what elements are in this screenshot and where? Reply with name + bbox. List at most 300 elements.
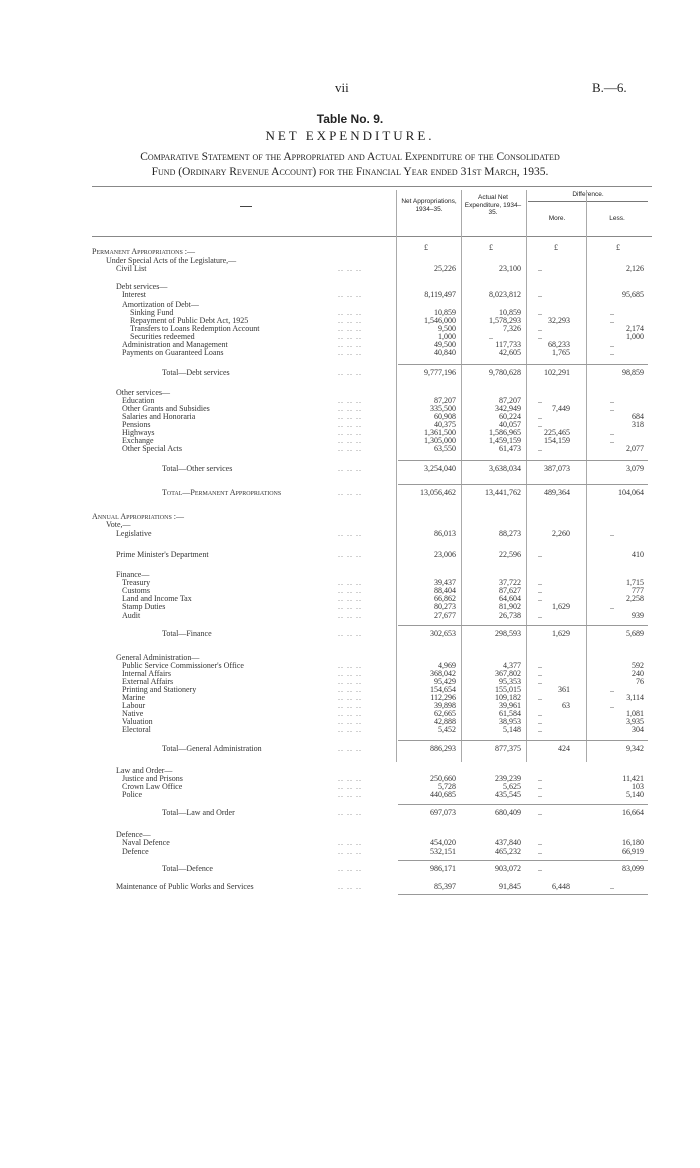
difference-less-cell: 1,000 bbox=[626, 332, 644, 341]
difference-more-cell: 1,765 bbox=[552, 348, 570, 357]
leader-dots: .. .. .. bbox=[338, 436, 362, 445]
leader-dots: .. .. .. bbox=[338, 308, 362, 317]
row-label: Valuation bbox=[122, 717, 153, 726]
leader-dots: .. .. .. bbox=[338, 611, 362, 620]
col-difference: Difference. bbox=[572, 191, 604, 198]
leader-dots: .. .. .. bbox=[338, 586, 362, 595]
actual-expenditure-cell: 437,840 bbox=[495, 838, 521, 847]
actual-expenditure-cell: 81,902 bbox=[499, 602, 521, 611]
actual-expenditure-cell: 367,802 bbox=[495, 669, 521, 678]
row-label: Total—Debt services bbox=[162, 368, 230, 377]
difference-less-cell: 240 bbox=[632, 669, 644, 678]
difference-more-cell: .. bbox=[538, 396, 542, 405]
row-label: Electoral bbox=[122, 725, 151, 734]
difference-less-cell: 2,174 bbox=[626, 324, 644, 333]
difference-more-cell: .. bbox=[538, 693, 542, 702]
row-label: Other Special Acts bbox=[122, 444, 182, 453]
difference-less-cell: .. bbox=[610, 436, 614, 445]
actual-expenditure-cell: 155,015 bbox=[495, 685, 521, 694]
table-row bbox=[0, 444, 700, 453]
difference-less-cell: 939 bbox=[632, 611, 644, 620]
page-number: vii bbox=[335, 80, 349, 95]
net-appropriation-cell: 13,056,462 bbox=[420, 488, 456, 497]
actual-expenditure-cell: 680,409 bbox=[495, 808, 521, 817]
table-row bbox=[0, 550, 700, 559]
table-row bbox=[0, 264, 700, 273]
row-label: Total—Defence bbox=[162, 864, 213, 873]
difference-less-cell: 318 bbox=[632, 420, 644, 429]
difference-more-cell: .. bbox=[538, 847, 542, 856]
net-appropriation-cell: 27,677 bbox=[434, 611, 456, 620]
row-label: Internal Affairs bbox=[122, 669, 171, 678]
difference-more-cell: .. bbox=[538, 332, 542, 341]
row-label: Permanent Appropriations :— bbox=[92, 247, 196, 256]
difference-less-cell: 1,715 bbox=[626, 578, 644, 587]
row-label: Civil List bbox=[116, 264, 147, 273]
row-label: Transfers to Loans Redemption Account bbox=[130, 324, 260, 333]
actual-expenditure-cell: 23,100 bbox=[499, 264, 521, 273]
net-appropriation-cell: 250,660 bbox=[430, 774, 456, 783]
difference-more-cell: .. bbox=[538, 586, 542, 595]
actual-expenditure-cell: 1,578,293 bbox=[489, 316, 521, 325]
actual-expenditure-cell: 64,604 bbox=[499, 594, 521, 603]
table-row bbox=[0, 847, 700, 856]
actual-expenditure-cell: 61,473 bbox=[499, 444, 521, 453]
difference-more-cell: 154,159 bbox=[544, 436, 570, 445]
net-appropriation-cell: 23,006 bbox=[434, 550, 456, 559]
actual-expenditure-cell: 239,239 bbox=[495, 774, 521, 783]
difference-less-cell: 5,689 bbox=[626, 629, 644, 638]
difference-less-cell: 410 bbox=[632, 550, 644, 559]
row-label: Native bbox=[122, 709, 144, 718]
total-rule bbox=[398, 860, 648, 861]
row-label: Printing and Stationery bbox=[122, 685, 197, 694]
actual-expenditure-cell: 9,780,628 bbox=[489, 368, 521, 377]
table-subtitle bbox=[40, 150, 660, 180]
row-label: Maintenance of Public Works and Services bbox=[116, 882, 254, 891]
document-reference: B.—6. bbox=[592, 80, 627, 95]
row-label: Education bbox=[122, 396, 155, 405]
leader-dots: .. .. .. bbox=[338, 744, 362, 753]
actual-expenditure-cell: 5,148 bbox=[503, 725, 521, 734]
net-appropriation-cell: 5,728 bbox=[438, 782, 456, 791]
top-rule bbox=[92, 186, 652, 187]
difference-more-cell: .. bbox=[538, 669, 542, 678]
net-appropriation-cell: 440,685 bbox=[430, 790, 456, 799]
leader-dots: .. .. .. bbox=[338, 412, 362, 421]
difference-more-cell: .. bbox=[538, 290, 542, 299]
difference-less-cell: .. bbox=[610, 308, 614, 317]
actual-expenditure-cell: 13,441,762 bbox=[485, 488, 521, 497]
row-label: Administration and Management bbox=[122, 340, 228, 349]
difference-less-cell: .. bbox=[610, 316, 614, 325]
total-rule bbox=[398, 460, 648, 461]
currency-2: £ bbox=[489, 243, 493, 252]
difference-more-cell: .. bbox=[538, 808, 542, 817]
difference-more-cell: 63 bbox=[562, 701, 570, 710]
net-appropriation-cell: 9,500 bbox=[438, 324, 456, 333]
leader-dots: .. .. .. bbox=[338, 324, 362, 333]
row-label: Amortization of Debt— bbox=[122, 300, 199, 309]
leader-dots: .. .. .. bbox=[338, 808, 362, 817]
row-label: Other services— bbox=[116, 388, 170, 397]
difference-more-cell: .. bbox=[538, 864, 542, 873]
leader-dots: .. .. .. bbox=[338, 790, 362, 799]
difference-more-cell: 68,233 bbox=[548, 340, 570, 349]
leader-dots: .. .. .. bbox=[338, 594, 362, 603]
row-label: Public Service Commissioner's Office bbox=[122, 661, 244, 670]
difference-less-cell: .. bbox=[610, 701, 614, 710]
difference-less-cell: 11,421 bbox=[622, 774, 644, 783]
net-appropriation-cell: 88,404 bbox=[434, 586, 456, 595]
difference-less-cell: 66,919 bbox=[622, 847, 644, 856]
difference-less-cell: 304 bbox=[632, 725, 644, 734]
net-appropriation-cell: 1,361,500 bbox=[424, 428, 456, 437]
header-dash bbox=[240, 206, 252, 207]
row-label: Vote,— bbox=[106, 520, 131, 529]
difference-less-cell: 3,935 bbox=[626, 717, 644, 726]
actual-expenditure-cell: 91,845 bbox=[499, 882, 521, 891]
difference-more-cell: .. bbox=[538, 420, 542, 429]
row-label: Total—Law and Order bbox=[162, 808, 235, 817]
leader-dots: .. .. .. bbox=[338, 685, 362, 694]
difference-more-cell: 1,629 bbox=[552, 602, 570, 611]
table-total-row bbox=[0, 368, 700, 377]
net-appropriation-cell: 8,119,497 bbox=[424, 290, 456, 299]
net-appropriation-cell: 60,908 bbox=[434, 412, 456, 421]
row-label: Total—Other services bbox=[162, 464, 233, 473]
difference-more-cell: .. bbox=[538, 717, 542, 726]
difference-more-cell: 424 bbox=[558, 744, 570, 753]
leader-dots: .. .. .. bbox=[338, 717, 362, 726]
leader-dots: .. .. .. bbox=[338, 669, 362, 678]
leader-dots: .. .. .. bbox=[338, 602, 362, 611]
actual-expenditure-cell: 903,072 bbox=[495, 864, 521, 873]
difference-less-cell: 5,140 bbox=[626, 790, 644, 799]
net-appropriation-cell: 87,207 bbox=[434, 396, 456, 405]
table-row bbox=[0, 348, 700, 357]
difference-less-cell: 16,180 bbox=[622, 838, 644, 847]
net-appropriation-cell: 40,375 bbox=[434, 420, 456, 429]
table-row bbox=[0, 882, 700, 891]
table-total-row bbox=[0, 629, 700, 638]
difference-more-cell: .. bbox=[538, 677, 542, 686]
row-label: Total—Finance bbox=[162, 629, 212, 638]
net-appropriation-cell: 454,020 bbox=[430, 838, 456, 847]
actual-expenditure-cell: 61,584 bbox=[499, 709, 521, 718]
actual-expenditure-cell: 117,733 bbox=[495, 340, 521, 349]
row-label: Justice and Prisons bbox=[122, 774, 183, 783]
difference-less-cell: 1,081 bbox=[626, 709, 644, 718]
actual-expenditure-cell: 26,738 bbox=[499, 611, 521, 620]
leader-dots: .. .. .. bbox=[338, 420, 362, 429]
difference-less-cell: 95,685 bbox=[622, 290, 644, 299]
table-total-row bbox=[0, 744, 700, 753]
table-row bbox=[0, 290, 700, 299]
actual-expenditure-cell: 8,023,812 bbox=[489, 290, 521, 299]
leader-dots: .. .. .. bbox=[338, 404, 362, 413]
difference-more-cell: 387,073 bbox=[544, 464, 570, 473]
leader-dots: .. .. .. bbox=[338, 782, 362, 791]
leader-dots: .. .. .. bbox=[338, 882, 362, 891]
net-appropriation-cell: 63,550 bbox=[434, 444, 456, 453]
subtitle-line-1: Comparative Statement of the Appropriated and Actual Expenditure of the Consolidated bbox=[140, 151, 560, 163]
difference-less-cell: .. bbox=[610, 340, 614, 349]
table-total-row bbox=[0, 488, 700, 497]
row-label: Stamp Duties bbox=[122, 602, 166, 611]
difference-less-cell: .. bbox=[610, 396, 614, 405]
row-label: Finance— bbox=[116, 570, 150, 579]
actual-expenditure-cell: 5,625 bbox=[503, 782, 521, 791]
leader-dots: .. .. .. bbox=[338, 290, 362, 299]
row-label: Police bbox=[122, 790, 142, 799]
difference-more-cell: .. bbox=[538, 661, 542, 670]
row-label: Sinking Fund bbox=[130, 308, 174, 317]
difference-less-cell: .. bbox=[610, 428, 614, 437]
actual-expenditure-cell: 87,207 bbox=[499, 396, 521, 405]
table-row bbox=[0, 611, 700, 620]
column-header bbox=[0, 188, 700, 238]
row-label: Exchange bbox=[122, 436, 154, 445]
actual-expenditure-cell: .. bbox=[489, 332, 493, 341]
actual-expenditure-cell: 435,545 bbox=[495, 790, 521, 799]
row-label: Under Special Acts of the Legislature,— bbox=[106, 256, 237, 265]
currency-1: £ bbox=[424, 243, 428, 252]
total-rule bbox=[398, 364, 648, 365]
difference-more-cell: .. bbox=[538, 782, 542, 791]
difference-less-cell: 104,064 bbox=[618, 488, 644, 497]
net-appropriation-cell: 66,862 bbox=[434, 594, 456, 603]
leader-dots: .. .. .. bbox=[338, 444, 362, 453]
difference-more-cell: 7,449 bbox=[552, 404, 570, 413]
row-label: Customs bbox=[122, 586, 151, 595]
net-appropriation-cell: 25,226 bbox=[434, 264, 456, 273]
actual-expenditure-cell: 60,224 bbox=[499, 412, 521, 421]
net-appropriation-cell: 886,293 bbox=[430, 744, 456, 753]
difference-less-cell: 16,664 bbox=[622, 808, 644, 817]
difference-more-cell: 2,260 bbox=[552, 529, 570, 538]
row-label: Total—Permanent Appropriations bbox=[162, 488, 282, 497]
bottom-rule bbox=[398, 894, 648, 895]
col-less: Less. bbox=[609, 215, 625, 222]
header-rule bbox=[92, 236, 652, 237]
leader-dots: .. .. .. bbox=[338, 629, 362, 638]
difference-less-cell: .. bbox=[610, 685, 614, 694]
difference-less-cell: 2,258 bbox=[626, 594, 644, 603]
row-label: Legislative bbox=[116, 529, 152, 538]
leader-dots: .. .. .. bbox=[338, 578, 362, 587]
net-appropriation-cell: 1,546,000 bbox=[424, 316, 456, 325]
table-total-row bbox=[0, 808, 700, 817]
table-title: NET EXPENDITURE. bbox=[265, 128, 435, 143]
currency-3: £ bbox=[554, 243, 558, 252]
difference-less-cell: 9,342 bbox=[626, 744, 644, 753]
table-number: Table No. 9. bbox=[316, 112, 384, 126]
net-appropriation-cell: 1,000 bbox=[438, 332, 456, 341]
leader-dots: .. .. .. bbox=[338, 368, 362, 377]
net-appropriation-cell: 80,273 bbox=[434, 602, 456, 611]
actual-expenditure-cell: 38,953 bbox=[499, 717, 521, 726]
actual-expenditure-cell: 95,353 bbox=[499, 677, 521, 686]
leader-dots: .. .. .. bbox=[338, 464, 362, 473]
net-appropriation-cell: 302,653 bbox=[430, 629, 456, 638]
net-appropriation-cell: 112,296 bbox=[430, 693, 456, 702]
table-row bbox=[0, 247, 700, 256]
net-appropriation-cell: 39,898 bbox=[434, 701, 456, 710]
col-more: More. bbox=[548, 215, 566, 222]
table-total-row bbox=[0, 464, 700, 473]
subtitle-line-2: Fund (Ordinary Revenue Account) for the Financial Year ended 31st March, 1935. bbox=[151, 166, 549, 178]
leader-dots: .. .. .. bbox=[338, 340, 362, 349]
net-appropriation-cell: 10,859 bbox=[434, 308, 456, 317]
row-label: Treasury bbox=[122, 578, 151, 587]
row-label: Naval Defence bbox=[122, 838, 170, 847]
table-row bbox=[0, 838, 700, 847]
actual-expenditure-cell: 42,605 bbox=[499, 348, 521, 357]
row-label: Marine bbox=[122, 693, 146, 702]
net-appropriation-cell: 5,452 bbox=[438, 725, 456, 734]
currency-4: £ bbox=[616, 243, 620, 252]
row-label: Securities redeemed bbox=[130, 332, 195, 341]
net-appropriation-cell: 85,397 bbox=[434, 882, 456, 891]
difference-more-cell: .. bbox=[538, 838, 542, 847]
difference-more-cell: 489,364 bbox=[544, 488, 570, 497]
net-appropriation-cell: 95,429 bbox=[434, 677, 456, 686]
row-label: Debt services— bbox=[116, 282, 168, 291]
difference-more-cell: .. bbox=[538, 324, 542, 333]
difference-more-cell: .. bbox=[538, 790, 542, 799]
row-label: Repayment of Public Debt Act, 1925 bbox=[130, 316, 249, 325]
actual-expenditure-cell: 40,057 bbox=[499, 420, 521, 429]
leader-dots: .. .. .. bbox=[338, 677, 362, 686]
net-appropriation-cell: 3,254,040 bbox=[424, 464, 456, 473]
row-label: Labour bbox=[122, 701, 146, 710]
row-label: Total—General Administration bbox=[162, 744, 262, 753]
row-label: Audit bbox=[122, 611, 141, 620]
net-appropriation-cell: 49,500 bbox=[434, 340, 456, 349]
actual-expenditure-cell: 465,232 bbox=[495, 847, 521, 856]
actual-expenditure-cell: 298,593 bbox=[495, 629, 521, 638]
difference-more-cell: 225,465 bbox=[544, 428, 570, 437]
row-label: Defence bbox=[122, 847, 149, 856]
difference-more-cell: .. bbox=[538, 444, 542, 453]
row-label: Land and Income Tax bbox=[122, 594, 192, 603]
difference-less-cell: 83,099 bbox=[622, 864, 644, 873]
row-label: Law and Order— bbox=[116, 766, 173, 775]
leader-dots: .. .. .. bbox=[338, 332, 362, 341]
net-appropriation-cell: 40,840 bbox=[434, 348, 456, 357]
actual-expenditure-cell: 22,596 bbox=[499, 550, 521, 559]
table-row bbox=[0, 520, 700, 529]
actual-expenditure-cell: 109,182 bbox=[495, 693, 521, 702]
col-net-appropriations: Net Appropriations, 1934–35. bbox=[401, 198, 457, 213]
leader-dots: .. .. .. bbox=[338, 701, 362, 710]
difference-less-cell: 684 bbox=[632, 412, 644, 421]
leader-dots: .. .. .. bbox=[338, 264, 362, 273]
difference-more-cell: .. bbox=[538, 725, 542, 734]
difference-less-cell: 2,077 bbox=[626, 444, 644, 453]
leader-dots: .. .. .. bbox=[338, 428, 362, 437]
difference-less-cell: .. bbox=[610, 404, 614, 413]
leader-dots: .. .. .. bbox=[338, 847, 362, 856]
row-label: Prime Minister's Department bbox=[116, 550, 209, 559]
net-appropriation-cell: 42,888 bbox=[434, 717, 456, 726]
difference-more-cell: .. bbox=[538, 578, 542, 587]
difference-more-cell: .. bbox=[538, 709, 542, 718]
difference-more-cell: .. bbox=[538, 774, 542, 783]
difference-more-cell: .. bbox=[538, 308, 542, 317]
actual-expenditure-cell: 10,859 bbox=[499, 308, 521, 317]
row-label: External Affairs bbox=[122, 677, 174, 686]
row-label: Annual Appropriations :— bbox=[92, 512, 185, 521]
leader-dots: .. .. .. bbox=[338, 488, 362, 497]
net-appropriation-cell: 86,013 bbox=[434, 529, 456, 538]
difference-less-cell: 2,126 bbox=[626, 264, 644, 273]
leader-dots: .. .. .. bbox=[338, 348, 362, 357]
actual-expenditure-cell: 7,326 bbox=[503, 324, 521, 333]
leader-dots: .. .. .. bbox=[338, 838, 362, 847]
difference-less-cell: 592 bbox=[632, 661, 644, 670]
net-appropriation-cell: 39,437 bbox=[434, 578, 456, 587]
row-label: Other Grants and Subsidies bbox=[122, 404, 210, 413]
table-row bbox=[0, 529, 700, 538]
actual-expenditure-cell: 1,586,965 bbox=[489, 428, 521, 437]
leader-dots: .. .. .. bbox=[338, 661, 362, 670]
row-label: Interest bbox=[122, 290, 146, 299]
row-label: Salaries and Honoraria bbox=[122, 412, 196, 421]
leader-dots: .. .. .. bbox=[338, 316, 362, 325]
row-label: Payments on Guaranteed Loans bbox=[122, 348, 224, 357]
difference-more-cell: 32,293 bbox=[548, 316, 570, 325]
net-appropriation-cell: 986,171 bbox=[430, 864, 456, 873]
difference-more-cell: .. bbox=[538, 611, 542, 620]
difference-less-cell: 103 bbox=[632, 782, 644, 791]
difference-less-cell: .. bbox=[610, 348, 614, 357]
leader-dots: .. .. .. bbox=[338, 693, 362, 702]
difference-less-cell: 98,859 bbox=[622, 368, 644, 377]
actual-expenditure-cell: 1,459,159 bbox=[489, 436, 521, 445]
net-appropriation-cell: 62,665 bbox=[434, 709, 456, 718]
leader-dots: .. .. .. bbox=[338, 550, 362, 559]
actual-expenditure-cell: 37,722 bbox=[499, 578, 521, 587]
row-label: Highways bbox=[122, 428, 155, 437]
difference-more-cell: 1,629 bbox=[552, 629, 570, 638]
net-appropriation-cell: 335,500 bbox=[430, 404, 456, 413]
total-rule bbox=[398, 740, 648, 741]
leader-dots: .. .. .. bbox=[338, 529, 362, 538]
row-label: Crown Law Office bbox=[122, 782, 183, 791]
difference-less-cell: .. bbox=[610, 602, 614, 611]
net-appropriation-cell: 154,654 bbox=[430, 685, 456, 694]
total-rule bbox=[398, 804, 648, 805]
actual-expenditure-cell: 39,961 bbox=[499, 701, 521, 710]
difference-more-cell: .. bbox=[538, 412, 542, 421]
net-appropriation-cell: 697,073 bbox=[430, 808, 456, 817]
actual-expenditure-cell: 3,638,034 bbox=[489, 464, 521, 473]
net-appropriation-cell: 368,042 bbox=[430, 669, 456, 678]
leader-dots: .. .. .. bbox=[338, 864, 362, 873]
difference-less-cell: 3,079 bbox=[626, 464, 644, 473]
actual-expenditure-cell: 877,375 bbox=[495, 744, 521, 753]
table-row bbox=[0, 790, 700, 799]
net-appropriation-cell: 532,151 bbox=[430, 847, 456, 856]
difference-less-cell: 3,114 bbox=[626, 693, 644, 702]
actual-expenditure-cell: 4,377 bbox=[503, 661, 521, 670]
difference-more-cell: .. bbox=[538, 594, 542, 603]
difference-more-cell: 102,291 bbox=[544, 368, 570, 377]
row-label: Pensions bbox=[122, 420, 151, 429]
difference-more-cell: 361 bbox=[558, 685, 570, 694]
